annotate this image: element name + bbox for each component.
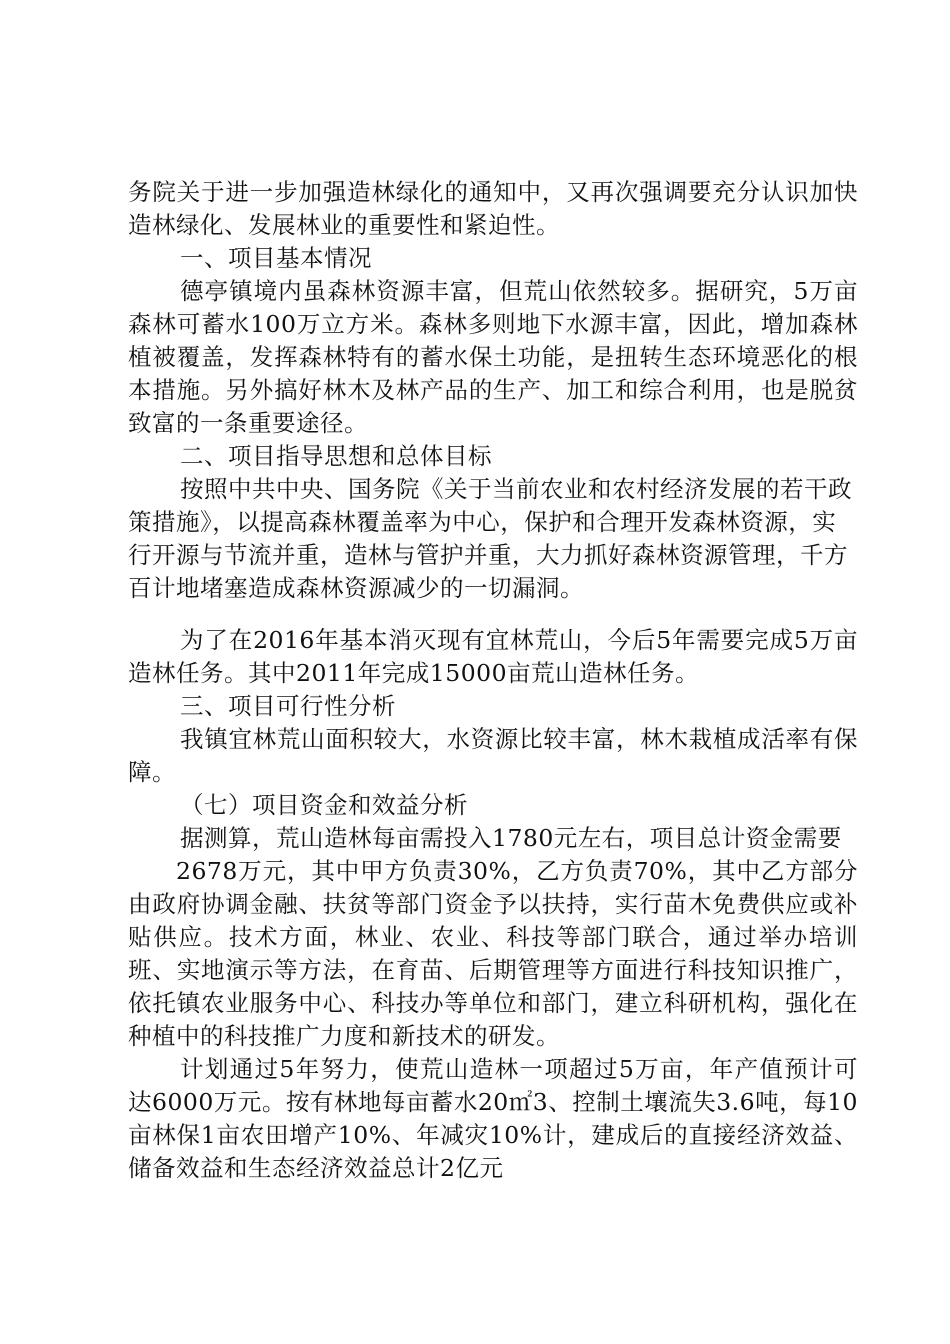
section-heading-funds-benefits: （七）项目资金和效益分析 — [180, 791, 468, 819]
paragraph-intro-continued: 务院关于进一步加强造林绿化的通知中，又再次强调要充分认识加快造林绿化、发展林业的重要性和紧迫性。 — [128, 178, 858, 239]
paragraph-funds-estimate: 据测算，荒山造林每亩需投入1780元左右，项目总计资金需要 — [180, 824, 842, 852]
paragraph-feasibility: 我镇宜林荒山面积较大，水资源比较丰富，林木栽植成活率有保障。 — [128, 725, 858, 786]
paragraph-funds-allocation: 2678万元，其中甲方负责30%，乙方负责70%，其中乙方部分由政府协调金融、扶贫等部门资金予以扶持，实行苗木免费供应或补贴供应。技术方面，林业、农业、科技等部门联合，通过举办培训班、实地演示等方法，在育苗、后期管理等方面进行科技知识推广，依托镇农业服务中心、科技办等单位和部门，建立科研机构，强化在种植中的科技推广力度和新技术的研发。 — [128, 857, 858, 1050]
section-heading-basic-info: 一、项目基本情况 — [180, 244, 372, 272]
section-heading-guiding-ideology: 二、项目指导思想和总体目标 — [180, 442, 492, 470]
paragraph-targets: 为了在2016年基本消灭现有宜林荒山，今后5年需要完成5万亩造林任务。其中2011年完成15000亩荒山造林任务。 — [128, 626, 858, 687]
paragraph-guiding-ideology: 按照中共中央、国务院《关于当前农业和农村经济发展的若干政策措施》，以提高森林覆盖率为中心，保护和合理开发森林资源，实行开源与节流并重，造林与管护并重，大力抓好森林资源管理，千方百计地堵塞造成森林资源减少的一切漏洞。 — [128, 475, 852, 602]
section-heading-feasibility: 三、项目可行性分析 — [180, 692, 396, 720]
paragraph-benefits: 计划通过5年努力，使荒山造林一项超过5万亩，年产值预计可达6000万元。按有林地每亩蓄水20㎡3、控制土壤流失3.6吨，每10亩林保1亩农田增产10%、年减灾10%计，建成后的直接经济效益、储备效益和生态经济效益总计2亿元 — [128, 1055, 858, 1182]
document-body — [128, 176, 858, 1185]
paragraph-basic-info: 德亭镇境内虽森林资源丰富，但荒山依然较多。据研究，5万亩森林可蓄水100万立方米。森林多则地下水源丰富，因此，增加森林植被覆盖，发挥森林特有的蓄水保土功能，是扭转生态环境恶化的根本措施。另外搞好林木及林产品的生产、加工和综合利用，也是脱贫致富的一条重要途径。 — [128, 277, 858, 437]
